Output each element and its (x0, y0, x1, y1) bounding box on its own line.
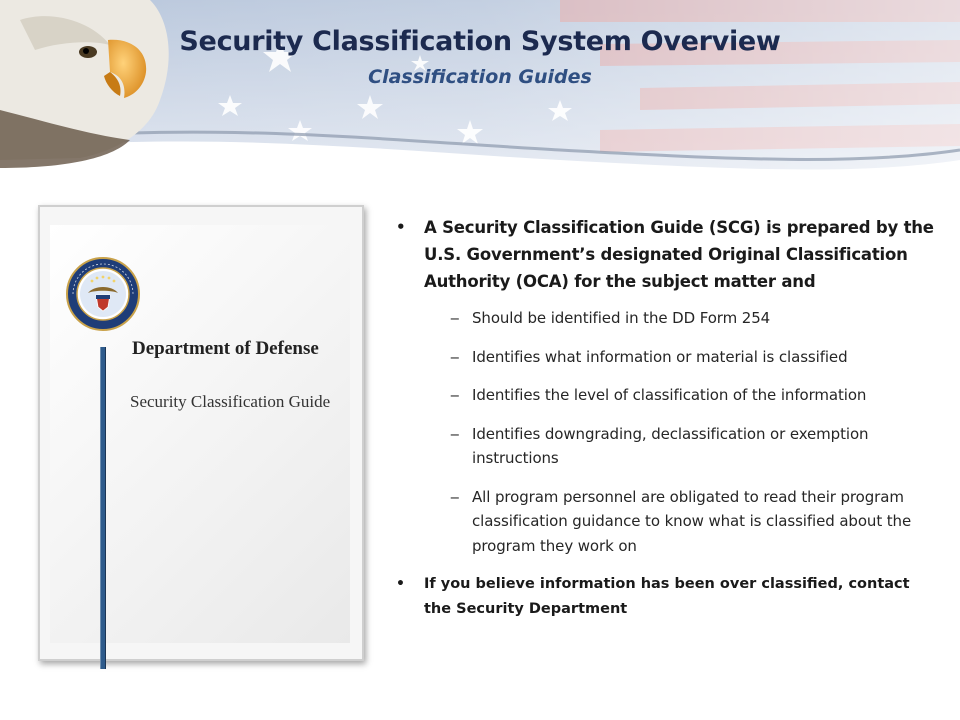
sub-bullet-text: All program personnel are obligated to read their program classification guidance to know what is classified about the program they work on (472, 487, 912, 555)
dash-marker: ‒ (450, 347, 460, 366)
bullet-scg-definition (396, 214, 936, 295)
dash-marker: ‒ (450, 386, 460, 404)
dash-marker: ‒ (450, 424, 460, 443)
sub-bullet-text: Identifies downgrading, declassification or exemption instructions (472, 424, 869, 467)
scg-cover-page (50, 225, 350, 643)
sub-bullet-item (396, 485, 936, 559)
page-subtitle: Classification Guides (368, 66, 592, 88)
bullet-marker: • (396, 576, 405, 592)
sub-bullet-text: Identifies the level of classification of the information (472, 386, 867, 404)
dash-marker: ‒ (450, 487, 460, 506)
sub-bullet-text: Should be identified in the DD Form 254 (472, 309, 771, 327)
bullet-contact-security (396, 572, 936, 622)
bullet-text: A Security Classification Guide (SCG) is prepared by the U.S. Government’s designated Original Classification Authority (OCA) for the subject matter and (424, 218, 934, 291)
bullet-text: If you believe information has been over classified, contact the Security Department (424, 576, 910, 617)
sub-bullet-list (396, 306, 936, 558)
page-title: Security Classification System Overview (179, 26, 781, 57)
cover-accent-bar (100, 347, 106, 669)
scg-cover-image (38, 205, 364, 661)
dod-seal-icon (66, 257, 140, 331)
sub-bullet-text: Identifies what information or material is classified (472, 347, 848, 366)
bullet-marker: • (396, 218, 406, 236)
dash-marker: ‒ (450, 309, 460, 327)
sub-bullet-item (396, 422, 936, 471)
sub-bullet-item (396, 306, 936, 331)
sub-bullet-item (396, 345, 936, 370)
cover-title: Department of Defense (132, 338, 319, 359)
sub-bullet-item (396, 383, 936, 408)
cover-subtitle: Security Classification Guide (130, 392, 331, 411)
bullet-content (396, 214, 936, 622)
header-banner (0, 0, 960, 190)
